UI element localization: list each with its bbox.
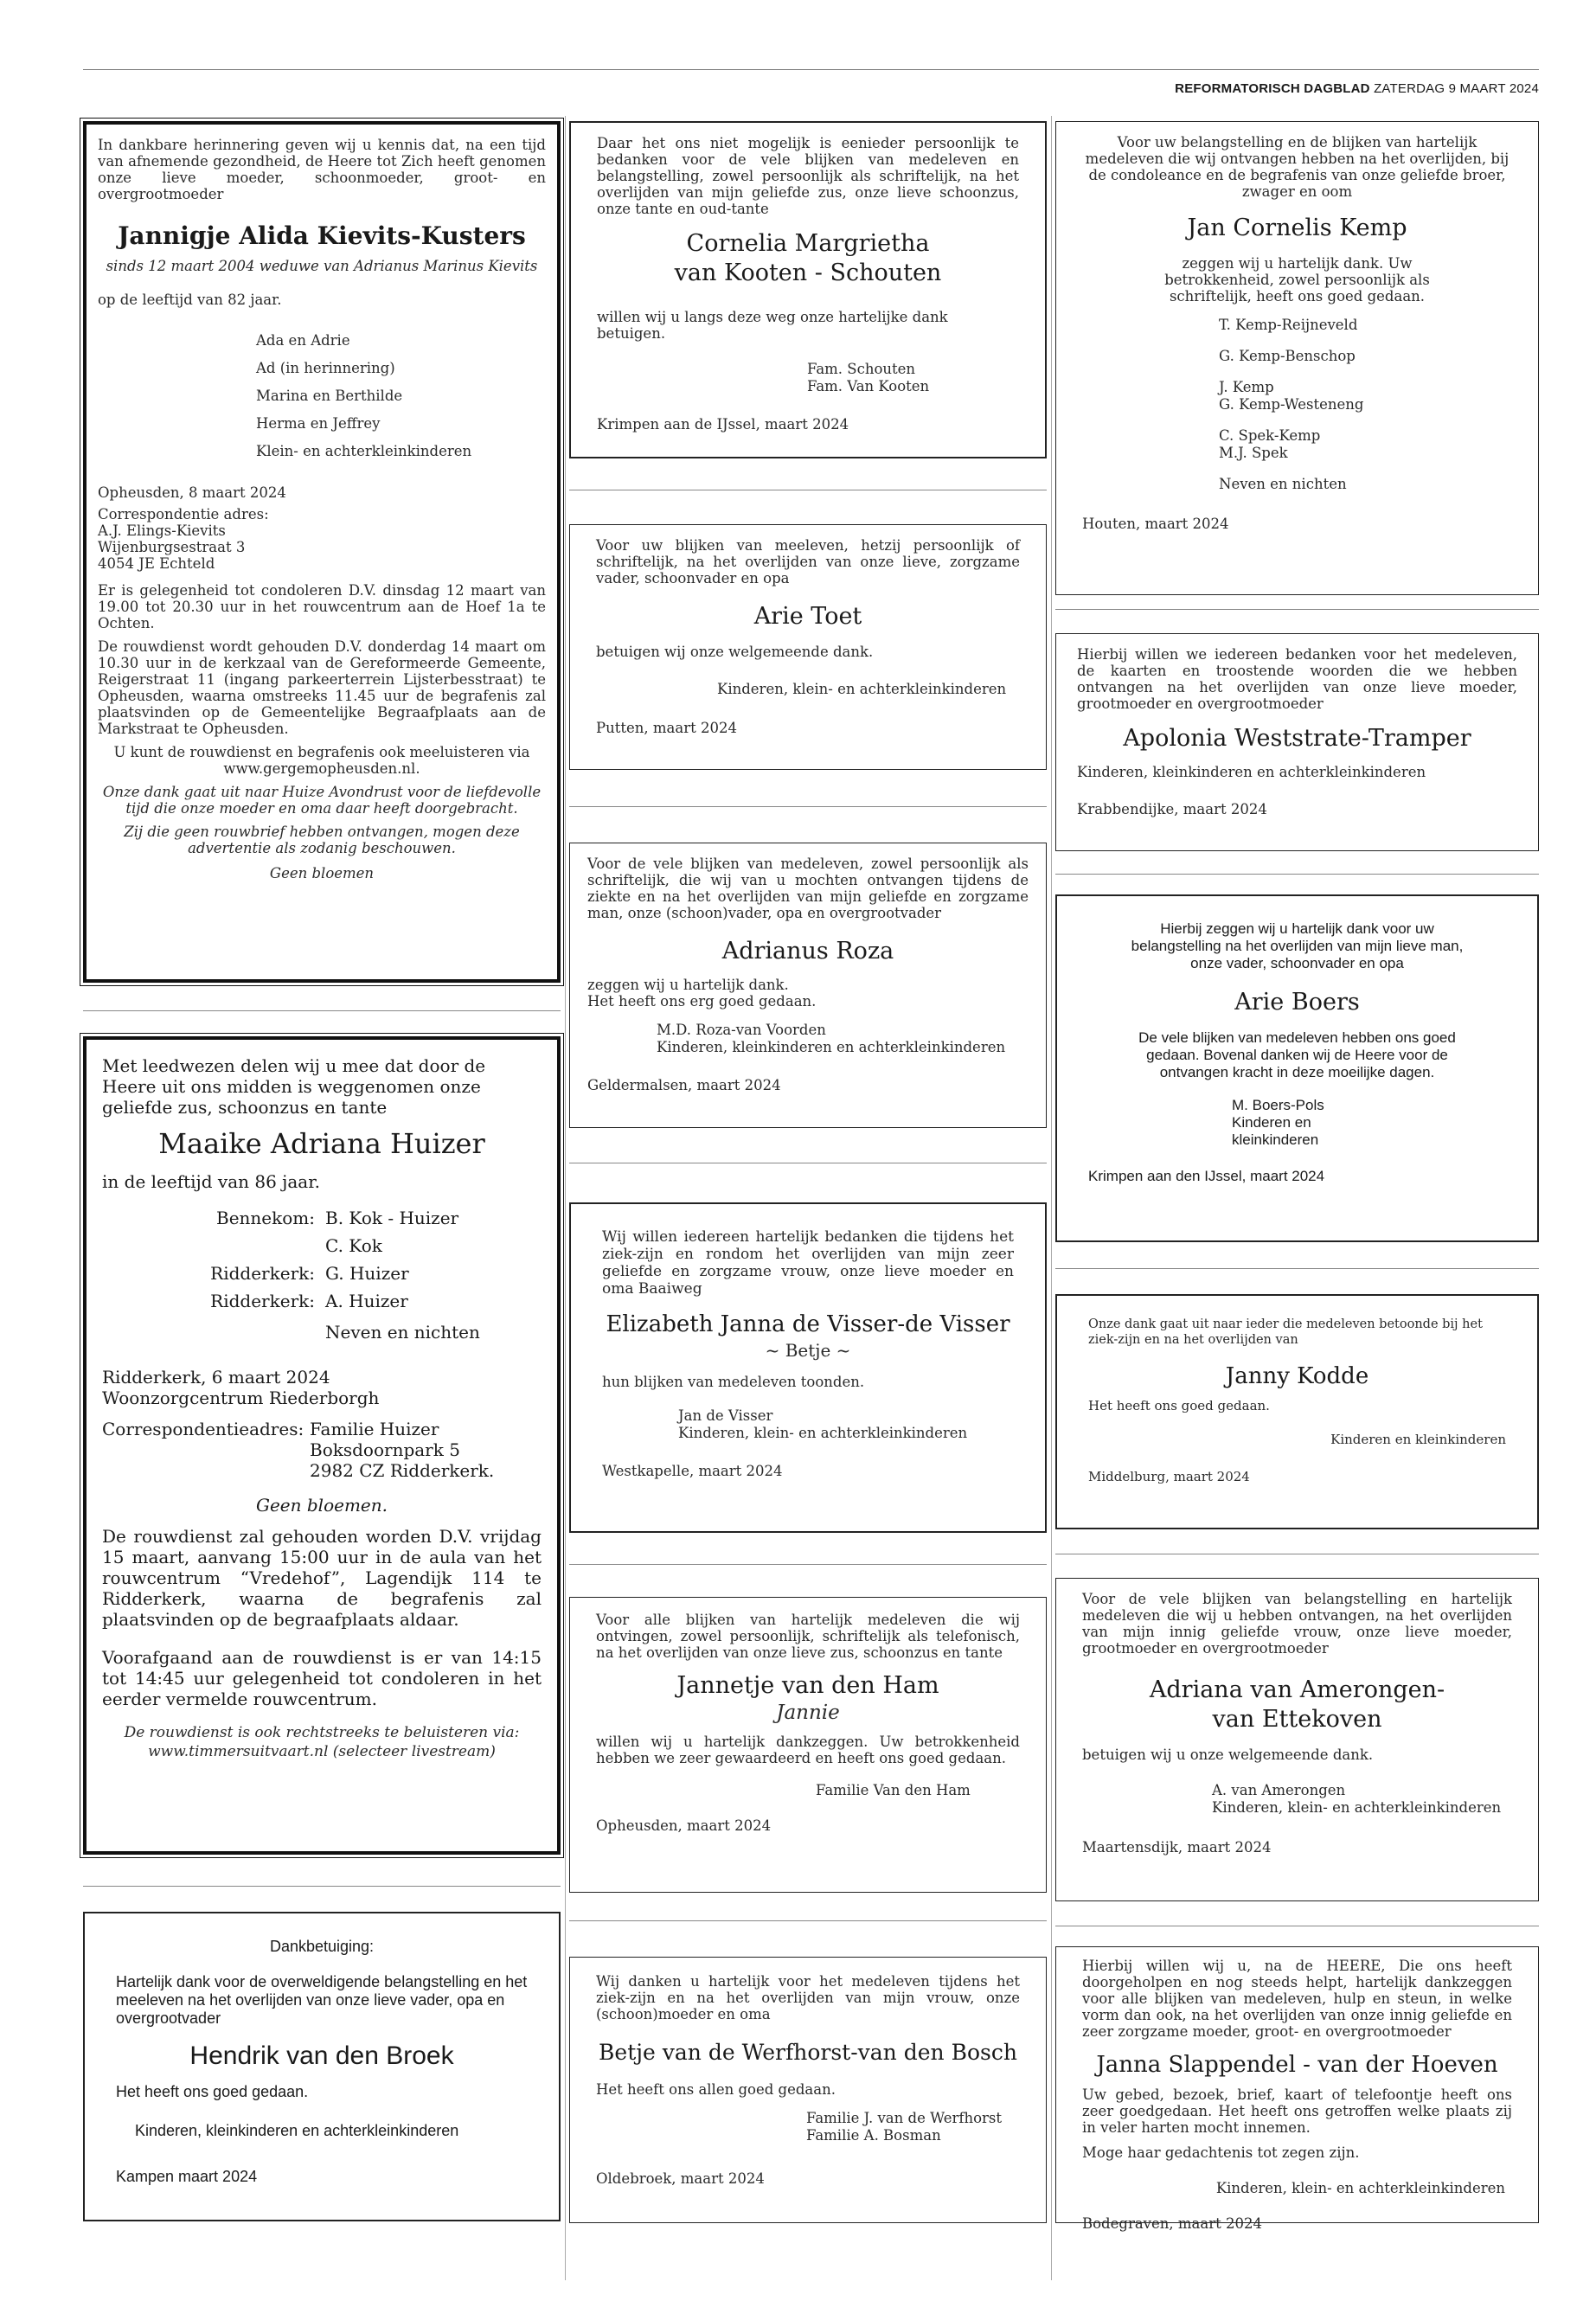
family-names	[325, 1204, 458, 1259]
correspondence-line: Familie Huizer	[310, 1419, 439, 1439]
thanks-text: Voor de vele blijken van belangstelling en hartelijk medeleven die wij u hebben ontvangen, na het overlijden van mijn innig geliefde vrouw, onze lieve moeder, grootmoeder en overgrootmoeder	[1082, 1591, 1512, 1657]
family-list	[102, 1204, 542, 1349]
deceased-name: Jannigje Alida Kievits-Kusters	[118, 221, 526, 250]
deceased-name-line1: Cornelia Margrietha	[686, 230, 930, 257]
family-row	[102, 1259, 542, 1287]
service-text: De rouwdienst zal gehouden worden D.V. vrijdag 15 maart, aanvang 15:00 uur in de aula van het rouwcentrum “Vredehof”, Lagendijk 114 te Ridderkerk, waarna de begrafenis zal plaatsvinden op de begraafplaats aldaar.	[102, 1526, 542, 1630]
place-date: Krimpen aan de IJssel, maart 2024	[597, 416, 849, 433]
thanks-text: Voor de vele blijken van medeleven, zowel persoonlijk als schriftelijk, die wij van u mochten ontvangen tijdens de ziekte en na het overlijden van mijn geliefde en zorgzame man, onze (schoon)vader, opa en overgrootvader	[587, 856, 1029, 921]
condolence-text: Voorafgaand aan de rouwdienst is er van 14:15 tot 14:45 uur gelegenheid tot condoleren in het eerder vermelde rouwcentrum.	[102, 1647, 542, 1709]
family-member: Fam. Van Kooten	[807, 378, 930, 394]
deceased-name: Arie Boers	[1234, 989, 1360, 1016]
family-member: Familie J. van de Werfhorst	[806, 2110, 1002, 2126]
deceased-name: Apolonia Weststrate-Tramper	[1123, 725, 1471, 752]
intro-text: Met leedwezen delen wij u mee dat door de Heere uit ons midden is weggenomen onze geliefde zus, schoonzus en tante	[102, 1055, 486, 1118]
family-member: C. Kok	[325, 1235, 382, 1256]
place-date: Geldermalsen, maart 2024	[587, 1077, 781, 1093]
deceased-name: Maaike Adriana Huizer	[158, 1127, 485, 1160]
family-member: A. van Amerongen	[1212, 1782, 1346, 1798]
family	[1082, 1782, 1512, 1817]
thanks-text: Voor alle blijken van hartelijk medeleven die wij ontvingen, zowel persoonlijk, schriftelijk als telefonisch, na het overlijden van onze lieve zus, schoonzus en tante	[596, 1612, 1020, 1661]
family-place: Ridderkerk:	[210, 1263, 315, 1284]
family-member: Jan de Visser	[678, 1407, 773, 1424]
memory-line: Moge haar gedachtenis tot zegen zijn.	[1082, 2144, 1360, 2161]
place-date: Ridderkerk, 6 maart 2024	[102, 1367, 330, 1388]
deceased-name: Hendrik van den Broek	[189, 2041, 454, 2070]
family	[1088, 1097, 1506, 1149]
listen-url[interactable]: www.gergemopheusden.nl.	[223, 760, 420, 777]
family: Kinderen en kleinkinderen	[1330, 1432, 1506, 1447]
ad-heading: Dankbetuiging:	[269, 1938, 375, 1955]
nickname: ~ Betje ~	[765, 1340, 851, 1361]
good-text: Het heeft ons allen goed gedaan.	[596, 2081, 836, 2098]
family: Familie Van den Ham	[816, 1782, 971, 1798]
correspondence	[102, 1419, 542, 1481]
ad-toet	[569, 524, 1047, 770]
place-date: Krabbendijke, maart 2024	[1077, 801, 1267, 817]
column-2	[569, 116, 1047, 2280]
family-member: A. Huizer	[325, 1291, 408, 1311]
correspondence-line: A.J. Elings-Kievits	[98, 522, 226, 539]
intro-text: In dankbare herinnering geven wij u kennis dat, na een tijd van afnemende gezondheid, de Heere tot Zich heeft genomen onze lieve moeder, schoonmoeder, groot- en overgrootmoeder	[98, 137, 546, 202]
widow-line: sinds 12 maart 2004 weduwe van Adrianus Marinus Kievits	[106, 258, 538, 274]
deceased-name: Janny Kodde	[1225, 1363, 1369, 1389]
family	[597, 361, 1019, 395]
ad-divider	[1055, 609, 1539, 610]
family-member: B. Kok - Huizer	[325, 1208, 459, 1228]
family: Kinderen, kleinkinderen en achterkleinkinderen	[135, 2122, 459, 2139]
thanks-text: Hierbij willen we iedereen bedanken voor het medeleven, de kaarten en troostende woorden die we hebben ontvangen na het overlijden van onze lieve moeder, grootmoeder en overgrootmoeder	[1077, 646, 1517, 712]
thanks-line: Uw gebed, bezoek, brief, kaart of telefoontje heeft ons zeer goedgedaan. Het heeft ons getroffen welke plaats zij in veler harten mocht innemen.	[1082, 2086, 1512, 2136]
family-member: J. Kemp	[1219, 379, 1274, 395]
thanks-text: Onze dank gaat uit naar Huize Avondrust voor de liefdevolle tijd die onze moeder en oma daar heeft doorgebracht.	[102, 784, 542, 817]
ad-broek	[83, 1912, 561, 2221]
correspondence-label: Correspondentie adres:	[98, 506, 269, 522]
deceased-name-line1: Adriana van Amerongen-	[1149, 1676, 1445, 1703]
family-member: Marina en Berthilde	[256, 388, 403, 404]
family: Kinderen, kleinkinderen en achterkleinkinderen	[1077, 764, 1426, 780]
place-date: Kampen maart 2024	[116, 2168, 258, 2185]
deceased-name: Arie Toet	[753, 603, 862, 630]
care-home: Woonzorgcentrum Riederborgh	[102, 1388, 380, 1408]
column-divider	[565, 116, 566, 2280]
ad-divider	[83, 1886, 561, 1887]
ad-visser	[569, 1202, 1047, 1533]
family-member: Herma en Jeffrey	[256, 415, 381, 432]
thanks-text: Voor uw belangstelling en de blijken van hartelijk medeleven die wij ontvangen hebben na het overlijden, bij de condoleance en de begrafenis van onze geliefde broer, zwager en oom	[1085, 134, 1509, 200]
column-divider	[1051, 116, 1052, 2280]
family-place: Bennekom:	[216, 1208, 315, 1228]
family-member: Ada en Adrie	[256, 332, 350, 349]
good-text: Het heeft ons goed gedaan.	[1088, 1398, 1270, 1413]
nickname: Jannie	[776, 1702, 840, 1724]
thanks-text: Hierbij willen wij u, na de HEERE, Die ons heeft doorgeholpen en nog steeds helpt, hartelijk dankzeggen voor alle blijken van medeleven, hulp en steun, in welke vorm dan ook, na het overlijden van onze innig geliefde en zeer zorgzame moeder, groot- en overgrootmoeder	[1082, 1958, 1512, 2040]
ad-huizer	[83, 1036, 561, 1855]
deceased-name: Adrianus Roza	[721, 938, 894, 965]
ad-kemp	[1055, 121, 1539, 595]
place-date: Maartensdijk, maart 2024	[1082, 1839, 1272, 1856]
good-text: Het heeft ons goed gedaan.	[116, 2083, 309, 2100]
deceased-name-line2: van Ettekoven	[1212, 1706, 1382, 1733]
ad-divider	[569, 1564, 1047, 1565]
place-date: Houten, maart 2024	[1082, 516, 1229, 532]
family	[1082, 317, 1512, 493]
family-member: Kinderen en	[1232, 1114, 1311, 1131]
thanks-line: Het heeft ons erg goed gedaan.	[587, 993, 817, 1009]
listen-text: U kunt de rouwdienst en begrafenis ook meeluisteren via	[113, 744, 530, 760]
ad-divider	[83, 1010, 561, 1011]
thanks-text: Voor uw blijken van meeleven, hetzij persoonlijk of schriftelijk, na het overlijden van onze lieve, zorgzame vader, schoonvader en opa	[596, 537, 1020, 586]
family-row	[102, 1287, 542, 1315]
family-member: Fam. Schouten	[807, 361, 916, 377]
no-flowers: Geen bloemen.	[255, 1495, 388, 1516]
deceased-name: Betje van de Werfhorst-van den Bosch	[599, 2040, 1017, 2065]
deceased-name: Jannetje van den Ham	[676, 1672, 939, 1699]
thanks-line: betuigen wij onze welgemeende dank.	[596, 644, 874, 660]
thanks-text: Onze dank gaat uit naar ieder die medeleven betoonde bij het ziek-zijn en na het overlijden van	[1088, 1317, 1483, 1347]
place-date: Opheusden, 8 maart 2024	[98, 484, 286, 501]
service-text: De rouwdienst wordt gehouden D.V. donderdag 14 maart om 10.30 uur in de kerkzaal van de Gereformeerde Gemeente, Reigerstraat 11 (ingang parkeerterrein Lijsterbesstraat) te Opheusden, waarna omstreeks 11.45 uur de begrafenis zal plaatsvinden op de Gemeentelijke Begraafplaats aan de Markstraat te Opheusden.	[98, 638, 546, 737]
thanks-line: betuigen wij u onze welgemeende dank.	[1082, 1747, 1374, 1763]
thanks-text: Hierbij zeggen wij u hartelijk dank voor uw belangstelling na het overlijden van mijn lieve man, onze vader, schoonvader en opa	[1131, 920, 1464, 971]
correspondence-line: Wijenburgsestraat 3	[98, 539, 246, 555]
correspondence-line: 4054 JE Echteld	[98, 555, 215, 572]
family-member: M.D. Roza-van Voorden	[657, 1022, 826, 1038]
ad-divider	[1055, 1268, 1539, 1269]
family-member: M. Boers-Pols	[1232, 1097, 1324, 1113]
family-member: C. Spek-Kemp	[1219, 427, 1321, 444]
thanks-text: Daar het ons niet mogelijk is eenieder persoonlijk te bedanken voor de vele blijken van medeleven en belangstelling, zowel persoonlijk als schriftelijk, na het overlijden van mijn geliefde zus, onze lieve schoonzus, onze tante en oud-tante	[597, 135, 1019, 217]
correspondence-address	[310, 1419, 494, 1481]
family: Kinderen, klein- en achterkleinkinderen	[1215, 2180, 1505, 2196]
deceased-name: Jan Cornelis Kemp	[1187, 215, 1407, 241]
family-list	[98, 327, 546, 465]
family-member: Neven en nichten	[1219, 476, 1347, 492]
thanks-line: willen wij u hartelijk dankzeggen. Uw betrokkenheid hebben we zeer gewaardeerd en heeft ons goed gedaan.	[596, 1734, 1020, 1766]
deceased-name: Janna Slappendel - van der Hoeven	[1096, 2052, 1498, 2078]
family-member: G. Huizer	[325, 1263, 409, 1284]
no-flowers: Geen bloemen	[269, 865, 375, 881]
family-row	[102, 1204, 542, 1259]
stream-url[interactable]: www.timmersuitvaart.nl (selecteer livestream)	[148, 1743, 496, 1760]
family-member: Kinderen, kleinkinderen en achterkleinkinderen	[657, 1039, 1006, 1055]
place-date: Putten, maart 2024	[596, 720, 737, 736]
age-line: op de leeftijd van 82 jaar.	[98, 292, 282, 308]
masthead-paper: REFORMATORISCH DAGBLAD	[1175, 81, 1370, 96]
family-member: Klein- en achterkleinkinderen	[256, 443, 472, 459]
ad-slappendel	[1055, 1946, 1539, 2232]
family-member: Ad (in herinnering)	[256, 360, 395, 376]
family-member: T. Kemp-Reijneveld	[1219, 317, 1358, 333]
thanks-text: Wij danken u hartelijk voor het medeleven tijdens het ziek-zijn en na het overlijden van mijn vrouw, onze (schoon)moeder en oma	[596, 1973, 1020, 2022]
ad-divider	[569, 806, 1047, 807]
place-date: Middelburg, maart 2024	[1088, 1469, 1250, 1484]
deceased-name: Elizabeth Janna de Visser-de Visser	[606, 1311, 1010, 1337]
thanks-line: De vele blijken van medeleven hebben ons goed gedaan. Bovenal danken wij de Heere voor de ontvangen kracht in deze moeilijke dagen.	[1138, 1029, 1456, 1080]
family: Kinderen, klein- en achterkleinkinderen	[717, 681, 1007, 697]
family-place: Ridderkerk:	[210, 1291, 315, 1311]
deceased-name-line2: van Kooten - Schouten	[674, 260, 942, 286]
ad-divider	[569, 1920, 1047, 1921]
top-rule	[83, 69, 1539, 70]
family-member: M.J. Spek	[1219, 445, 1288, 461]
place-date: Opheusden, maart 2024	[596, 1817, 772, 1834]
ad-ham	[569, 1597, 1047, 1893]
column-1	[83, 116, 561, 2280]
thanks-line: hun blijken van medeleven toonden.	[602, 1374, 865, 1390]
family-member: G. Kemp-Benschop	[1219, 348, 1356, 364]
thanks-text: Hartelijk dank voor de overweldigende belangstelling en het meeleven na het overlijden van onze lieve vader, opa en overgrootvader	[116, 1973, 528, 2027]
place-date: Westkapelle, maart 2024	[602, 1463, 783, 1479]
ad-roza	[569, 843, 1047, 1128]
ad-schouten	[569, 121, 1047, 458]
family	[587, 1022, 1029, 1056]
nephews: Neven en nichten	[325, 1322, 480, 1343]
column-3	[1055, 116, 1539, 2280]
thanks-line: willen wij u langs deze weg onze hartelijke dank betuigen.	[597, 309, 948, 342]
ad-kievits	[83, 121, 561, 983]
family-member: Familie A. Bosman	[806, 2127, 941, 2144]
correspondence-label: Correspondentieadres:	[102, 1419, 304, 1439]
correspondence-line: 2982 CZ Ridderkerk.	[310, 1460, 495, 1481]
thanks-text: Wij willen iedereen hartelijk bedanken die tijdens het ziek-zijn en rondom het overlijden van mijn zeer geliefde en zorgzame vrouw, onze lieve moeder en oma Baaiweg	[602, 1228, 1014, 1298]
masthead-date: ZATERDAG 9 MAART 2024	[1374, 81, 1539, 96]
thanks-line: zeggen wij u hartelijk dank. Uw betrokkenheid, zowel persoonlijk als schriftelijk, heeft ons goed gedaan.	[1164, 255, 1430, 304]
ad-kodde	[1055, 1294, 1539, 1529]
ad-werfhorst	[569, 1957, 1047, 2223]
family-member: Kinderen, klein- en achterkleinkinderen	[1212, 1799, 1502, 1816]
condolence-text: Er is gelegenheid tot condoleren D.V. dinsdag 12 maart van 19.00 tot 20.30 uur in het rouwcentrum aan de Hoef 1a te Ochten.	[98, 582, 546, 631]
ad-weststrate	[1055, 633, 1539, 851]
correspondence-line: Boksdoornpark 5	[310, 1439, 460, 1460]
stream-text: De rouwdienst is ook rechtstreeks te beluisteren via:	[124, 1724, 520, 1741]
masthead	[1175, 81, 1539, 96]
family-member: G. Kemp-Westeneng	[1219, 396, 1364, 413]
family	[596, 2110, 1020, 2144]
age-line: in de leeftijd van 86 jaar.	[102, 1171, 320, 1192]
ad-boers	[1055, 894, 1539, 1242]
family	[602, 1407, 1014, 1442]
no-letter-text: Zij die geen rouwbrief hebben ontvangen, mogen deze advertentie als zodanig beschouwen.	[124, 824, 520, 856]
place-date: Krimpen aan den IJssel, maart 2024	[1088, 1168, 1325, 1184]
family-member: Kinderen, klein- en achterkleinkinderen	[678, 1425, 968, 1441]
family-member: kleinkinderen	[1232, 1131, 1319, 1148]
ad-divider	[1055, 874, 1539, 875]
place-date: Bodegraven, maart 2024	[1082, 2215, 1262, 2232]
ad-amerongen	[1055, 1578, 1539, 1901]
thanks-line: zeggen wij u hartelijk dank.	[587, 977, 789, 993]
place-date: Oldebroek, maart 2024	[596, 2170, 765, 2187]
